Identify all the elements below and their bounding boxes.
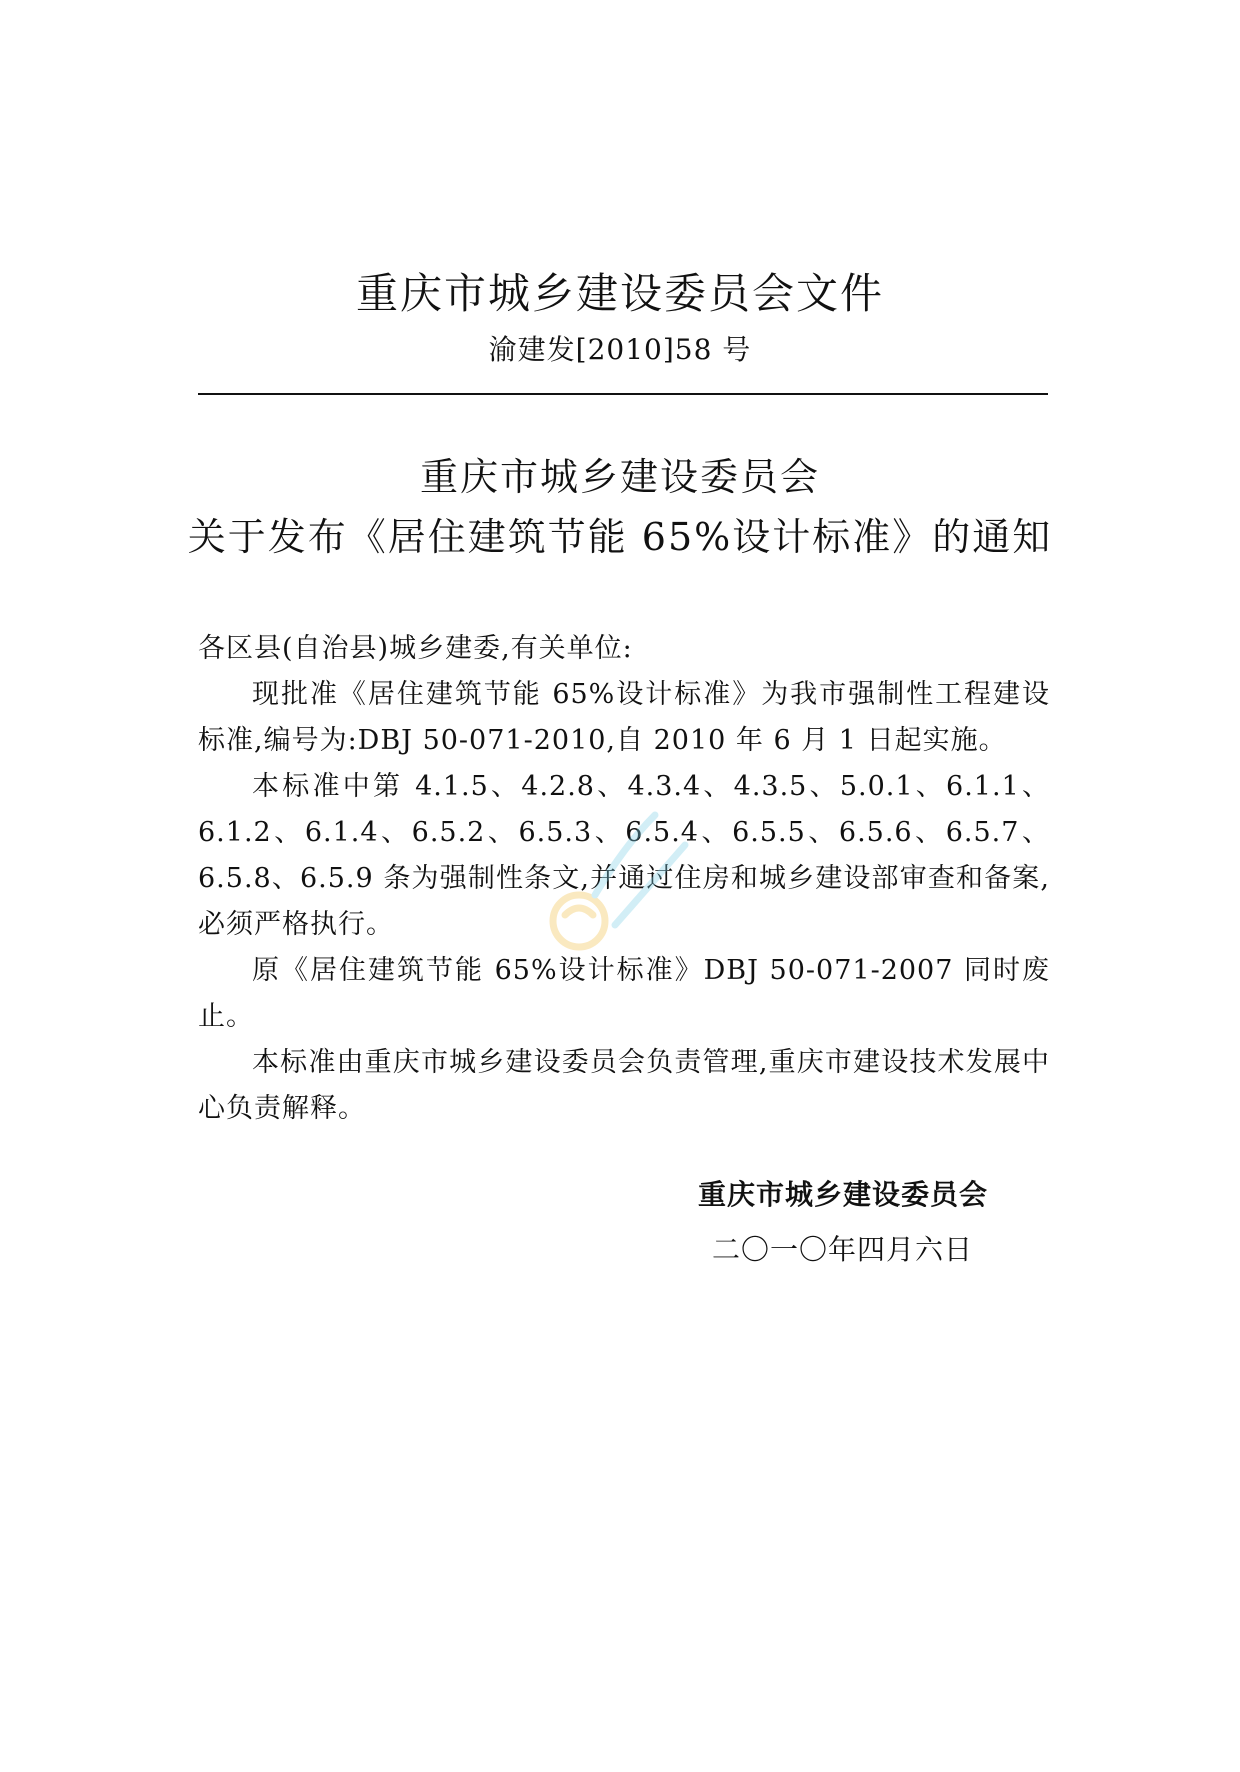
signatory: 重庆市城乡建设委员会 [698,1178,989,1211]
watermark-ring-icon [553,895,605,947]
notice-title-line-2: 关于发布《居住建筑节能 65%设计标准》的通知 [187,515,1053,559]
salutation: 各区县(自治县)城乡建委,有关单位: [198,633,633,664]
header-divider [198,393,1048,395]
cloud-watermark-icon [535,775,715,975]
body-paragraph: 原《居住建筑节能 65%设计标准》DBJ 50-071-2007 同时废止。 [198,955,1050,1032]
notice-title-line-1: 重庆市城乡建设委员会 [419,455,820,499]
body-paragraph: 现批准《居住建筑节能 65%设计标准》为我市强制性工程建设标准,编号为:DBJ 50-071-2010,自 2010 年 6 月 1 日起实施。 [198,679,1050,756]
watermark-arc-icon [595,815,655,895]
watermark-arc-icon [615,845,685,925]
watermark-swirl-icon [565,908,593,915]
body-paragraph: 本标准由重庆市城乡建设委员会负责管理,重庆市建设技术发展中心负责解释。 [198,1047,1050,1124]
body-paragraph: 本标准中第 4.1.5、4.2.8、4.3.4、4.3.5、5.0.1、6.1.1、6.1.2、6.1.4、6.5.2、6.5.3、6.5.4、6.5.5、6.5.6、6.5.7、6.5.8、6.5.9 条为强制性条文,并通过住房和城乡建设部审查和备案,必须严格执行。 [198,771,1050,940]
document-number: 渝建发[2010]58 号 [488,333,752,366]
issuer-title: 重庆市城乡建设委员会文件 [355,269,884,318]
signature-date: 二〇一〇年四月六日 [712,1233,974,1266]
